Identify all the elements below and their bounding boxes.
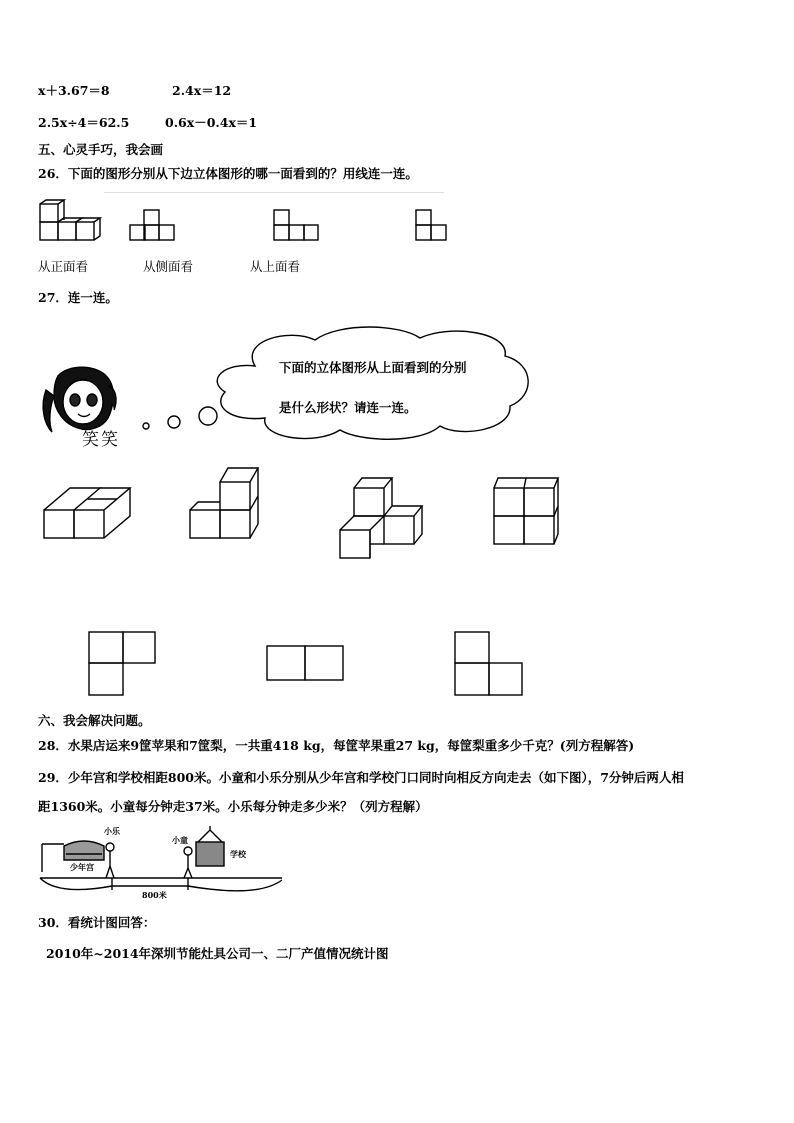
question-29-line-2: 距1360米。小童每分钟走37米。小乐每分钟走多少米？（列方程解） <box>38 799 428 814</box>
section-5-heading: 五、心灵手巧，我会画 <box>38 142 164 157</box>
question-27: 27．连一连。 <box>38 290 118 305</box>
equation-4: 0.6x－0.4x＝1 <box>165 115 258 130</box>
view-top-label: 从上面看 <box>250 259 301 274</box>
q26-view-a <box>128 206 178 244</box>
view-front-label: 从正面看 <box>38 259 89 274</box>
question-28: 28．水果店运来9筐苹果和7筐梨，一共重418 kg，每筐苹果重27 kg，每筐梨重多少千克？(列方程解答) <box>38 738 635 753</box>
label-xiaotong: 小童 <box>172 835 188 845</box>
bubble-text-line-1: 下面的立体图形从上面看到的分别 <box>279 360 467 375</box>
q27-top-view-b <box>264 644 348 684</box>
thought-bubble <box>140 326 570 442</box>
q27-solid-4 <box>490 474 570 550</box>
question-26: 26．下面的图形分别从下边立体图形的哪一面看到的？用线连一连。 <box>38 166 418 181</box>
equation-3: 2.5x÷4＝62.5 <box>38 115 130 130</box>
q27-top-view-c <box>452 630 526 698</box>
character-name: 笑笑 <box>82 430 120 450</box>
q27-top-view-a <box>86 630 158 698</box>
q26-view-c <box>412 206 448 246</box>
equation-2: 2.4x＝12 <box>172 83 232 98</box>
question-30: 30．看统计图回答： <box>38 915 156 930</box>
question-29-line-1: 29．少年宫和学校相距800米。小童和小乐分别从少年宫和学校门口同时向相反方向走去（如下图），7分钟后两人相 <box>38 770 684 785</box>
label-youth-palace: 少年宫 <box>70 862 94 872</box>
section-6-heading: 六、我会解决问题。 <box>38 713 151 728</box>
label-school: 学校 <box>230 849 246 859</box>
label-xiaole: 小乐 <box>104 826 120 836</box>
scan-line <box>104 192 444 194</box>
q26-view-b <box>270 206 320 244</box>
view-side-label: 从侧面看 <box>143 259 194 274</box>
q27-solid-3 <box>336 474 428 564</box>
label-distance-800: 800米 <box>142 890 167 900</box>
equation-1: x＋3.67＝8 <box>38 83 110 98</box>
q26-solid-figure <box>36 198 108 244</box>
q27-solid-1 <box>40 480 140 542</box>
bubble-text-line-2: 是什么形状？请连一连。 <box>279 400 417 415</box>
q27-solid-2 <box>186 464 266 542</box>
chart-title: 2010年~2014年深圳节能灶具公司一、二厂产值情况统计图 <box>46 946 389 961</box>
